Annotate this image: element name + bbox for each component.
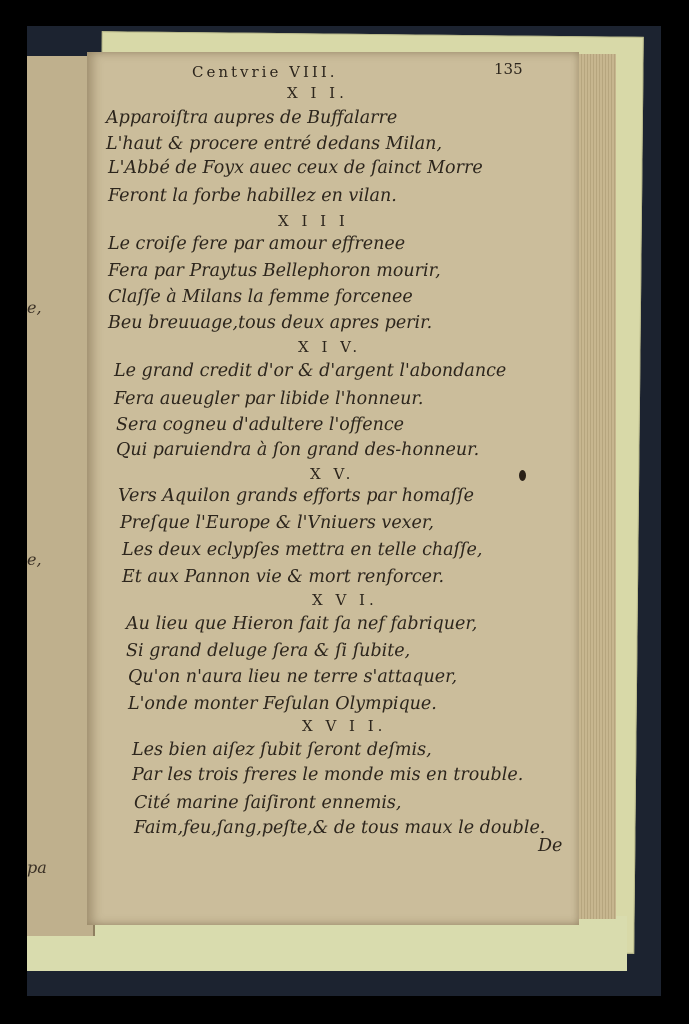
quatrain-numeral: X V. — [310, 465, 355, 483]
running-title: Centvrie VIII. — [192, 63, 338, 81]
left-page — [27, 56, 95, 936]
quatrain-numeral: X I I I — [278, 212, 349, 230]
page-number: 135 — [494, 60, 523, 78]
verse-line: Qu'on n'aura lieu ne terre s'attaquer, — [128, 667, 458, 687]
verse-line: Fera aueugler par libide l'honneur. — [114, 389, 424, 409]
left-page-fragment: pa — [27, 858, 47, 877]
verse-line: L'haut & procere entré dedans Milan, — [106, 134, 443, 154]
quatrain-numeral: X V I I. — [302, 717, 387, 735]
verse-line: Qui paruiendra à ſon grand des-honneur. — [116, 440, 480, 460]
verse-line: Le grand credit d'or & d'argent l'abondance — [114, 361, 507, 381]
page-edges — [575, 54, 616, 919]
quatrain-numeral: X V I. — [312, 591, 378, 609]
verse-line: Et aux Pannon vie & mort renforcer. — [122, 567, 445, 587]
verse-line: Feront la forbe habillez en vilan. — [108, 186, 397, 206]
verse-line: L'Abbé de Foyx auec ceux de ſainct Morre — [108, 158, 483, 178]
verse-line: Les deux eclypſes mettra en telle chaſſe, — [122, 540, 483, 560]
ink-spot — [519, 470, 526, 481]
verse-line: Cité marine ſaiſiront ennemis, — [134, 793, 402, 813]
verse-line: L'onde monter Feſulan Olympique. — [128, 694, 437, 714]
verse-line: Les bien aiſez ſubit ſeront deſmis, — [132, 740, 432, 760]
verse-line: Beu breuuage,tous deux apres perir. — [108, 313, 433, 333]
verse-line: Claſſe à Milans la femme forcenee — [108, 287, 413, 307]
catchword: De — [538, 836, 563, 856]
quatrain-numeral: X I I. — [287, 84, 348, 102]
verse-line: Si grand deluge ſera & ſi ſubite, — [126, 641, 411, 661]
verse-line: Preſque l'Europe & l'Vniuers vexer, — [120, 513, 434, 533]
quatrain-numeral: X I V. — [298, 338, 362, 356]
verse-line: Vers Aquilon grands efforts par homaſſe — [118, 486, 474, 506]
verse-line: Fera par Praytus Bellephoron mourir, — [108, 261, 441, 281]
verse-line: Faim,feu,ſang,peſte,& de tous maux le double. — [134, 818, 546, 838]
left-page-fragment: e, — [27, 298, 42, 317]
verse-line: Le croiſe fere par amour effrenee — [108, 234, 406, 254]
left-page-fragment: e, — [27, 550, 42, 569]
verse-line: Sera cogneu d'adultere l'offence — [116, 415, 405, 435]
verse-line: Par les trois freres le monde mis en trouble. — [132, 765, 524, 785]
verse-line: Apparoiſtra aupres de Buffalarre — [106, 108, 398, 128]
verse-line: Au lieu que Hieron fait ſa nef fabriquer, — [126, 614, 478, 634]
